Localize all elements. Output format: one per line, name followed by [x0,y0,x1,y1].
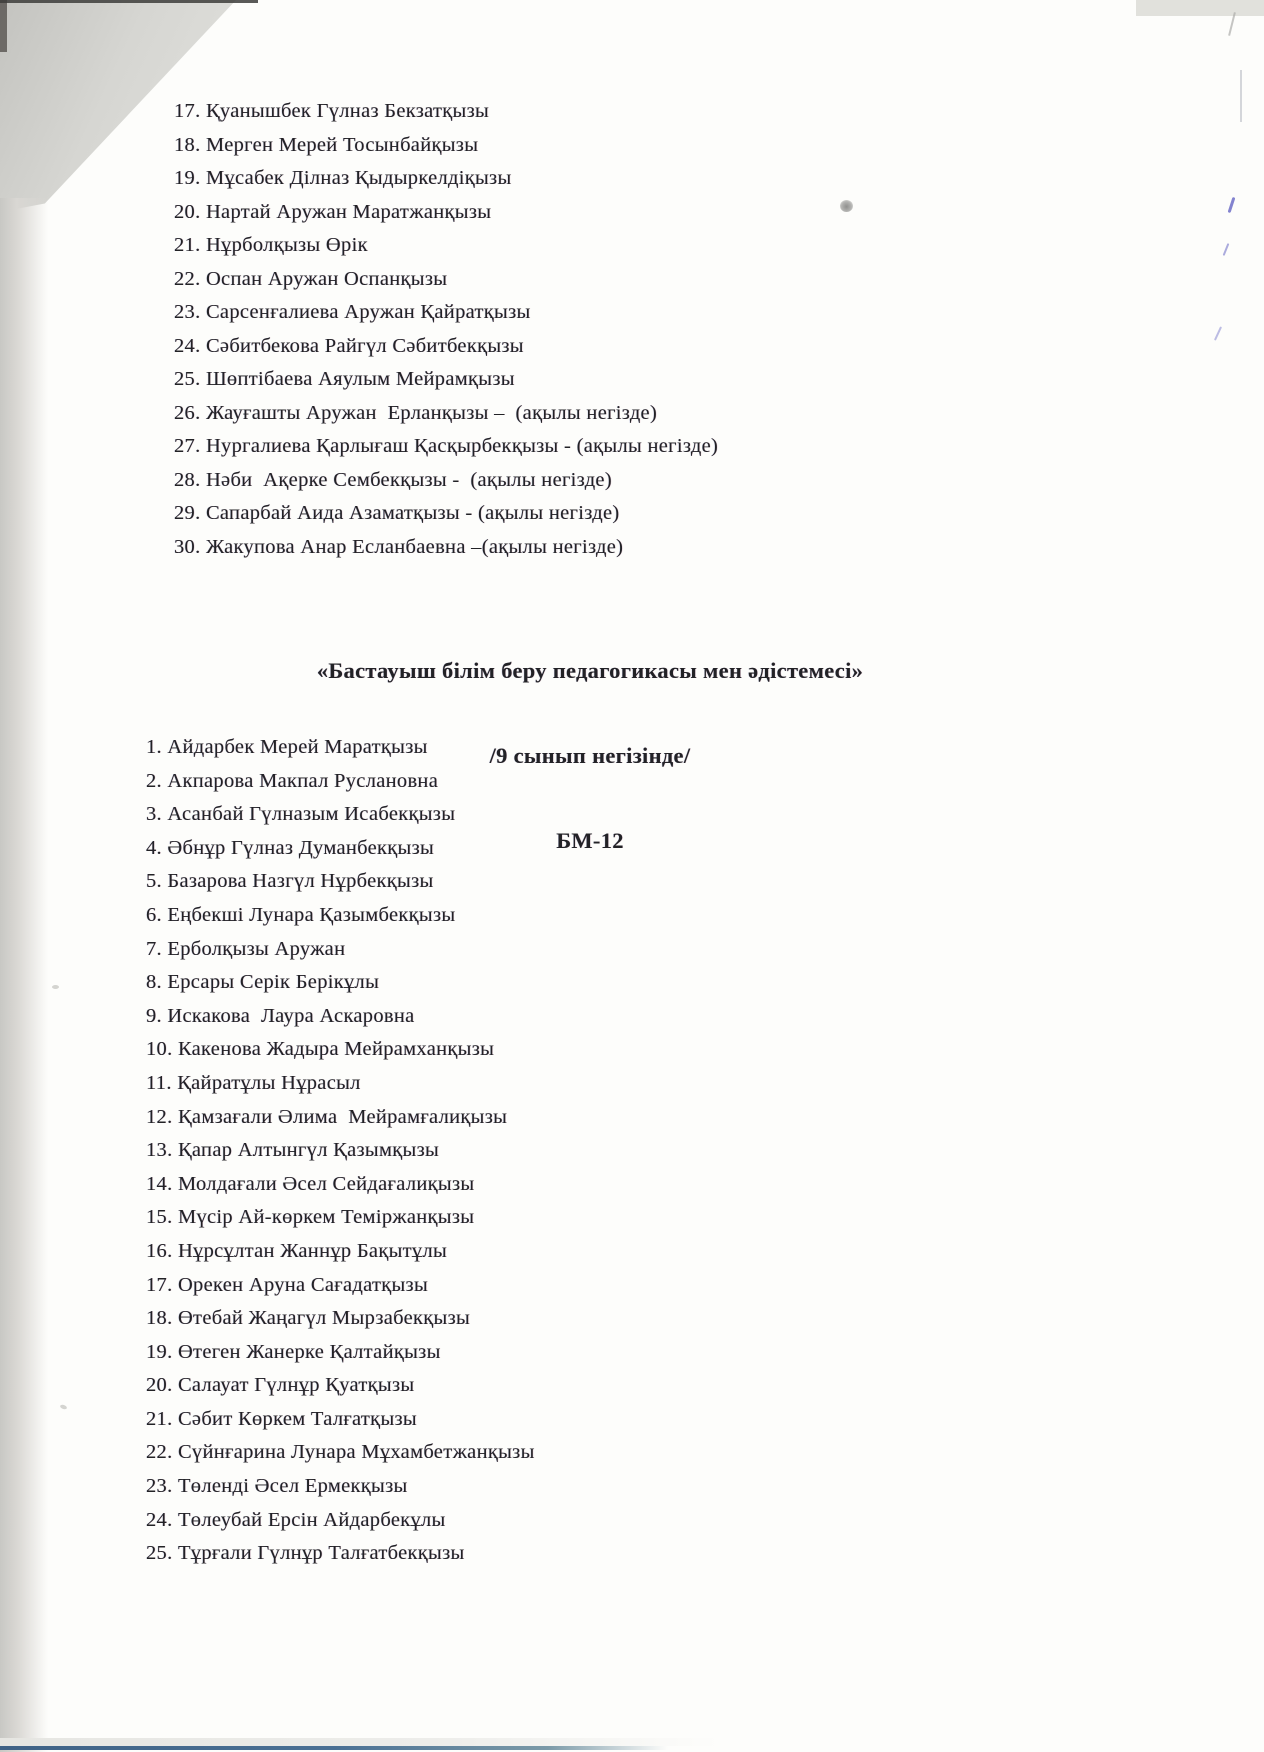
scan-corner-dark-edge [0,0,7,52]
student-list-item: 29. Сапарбай Аида Азаматқызы - (ақылы негізде) [174,502,620,524]
program-basis: /9 сынып негізінде/ [489,743,691,768]
student-list-item: 20. Нартай Аружан Маратжанқызы [174,200,492,223]
scan-left-edge-shadow [0,198,48,1752]
student-list-item: 12. Қамзағали Әлима Мейрамғалиқызы [146,1105,508,1128]
student-list-item: 1. Айдарбек Мерей Маратқызы [146,736,428,758]
pen-mark [1228,197,1236,213]
student-list-item: 2. Акпарова Макпал Руслановна [146,769,439,792]
student-list-item: 14. Молдағали Әсел Сейдағалиқызы [146,1172,475,1195]
student-list-item: 7. Ерболқызы Аружан [146,937,346,960]
student-list-item: 16. Нұрсұлтан Жаннұр Бақытұлы [146,1239,448,1262]
student-list-item: 18. Өтебай Жаңагүл Мырзабекқызы [146,1307,471,1330]
student-list-item: 28. Нәби Ақерке Сембекқызы - (ақылы негізде) [174,468,612,491]
pen-mark [1223,243,1230,256]
student-list-items-17-30 [174,95,1074,564]
scan-top-edge-line [0,0,258,3]
student-list-item: 11. Қайратұлы Нұрасыл [146,1071,361,1094]
student-list-item: 18. Мерген Мерей Тосынбайқызы [174,133,479,156]
student-list-item: 24. Төлеубай Ерсін Айдарбекұлы [146,1508,446,1531]
student-list-item: 8. Ерсары Серік Берікұлы [146,971,380,994]
paper-speck [52,985,59,989]
student-list-item: 17. Орекен Аруна Сағадатқызы [146,1273,429,1296]
program-title: «Бастауыш білім беру педагогикасы мен әдістемесі» [316,658,864,683]
student-list-item: 17. Қуанышбек Гүлназ Бекзатқызы [174,100,490,122]
student-list-item: 22. Сүйнғарина Лунара Мұхамбетжанқызы [146,1441,535,1464]
student-list-item: 23. Сарсенғалиева Аружан Қайратқызы [174,301,531,323]
student-list-item: 23. Төленді Әсел Ермекқызы [146,1475,408,1498]
student-list-item: 22. Оспан Аружан Оспанқызы [174,267,448,290]
student-list-item: 20. Салауат Гүлнұр Қуатқызы [146,1374,415,1397]
student-list-item: 13. Қапар Алтынгүл Қазымқызы [146,1139,440,1162]
student-list-item: 10. Какенова Жадыра Мейрамханқызы [146,1038,495,1061]
student-list-item: 4. Әбнұр Гүлназ Думанбекқызы [146,836,435,859]
student-list-item: 25. Тұрғали Гүлнұр Талғатбекқызы [146,1542,465,1565]
student-list-item: 24. Сәбитбекова Райгүл Сәбитбекқызы [174,334,524,357]
student-list-item: 5. Базарова Назгүл Нұрбекқызы [146,870,434,893]
student-list-item: 3. Асанбай Гүлназым Исабекқызы [146,803,456,826]
scan-right-edge-mark [1240,70,1242,122]
student-list-item: 30. Жакупова Анар Есланбаевна –(ақылы негізде) [174,535,624,558]
student-list-item: 9. Искакова Лаура Аскаровна [146,1004,415,1027]
student-list-item: 19. Өтеген Жанерке Қалтайқызы [146,1340,441,1363]
student-list-item: 26. Жауғашты Аружан Ерланқызы – (ақылы негізде) [174,401,658,424]
student-list-item: 25. Шөптібаева Аяулым Мейрамқызы [174,368,515,390]
student-list-items-1-25 [146,731,1096,1571]
paper-speck [60,1404,68,1410]
student-list-item: 15. Мүсір Ай-көркем Теміржанқызы [146,1206,475,1229]
student-list-item: 21. Нұрболқызы Өрік [174,234,368,256]
scan-bottom-blue-line [0,1746,668,1750]
scan-top-right-smudge [1136,0,1264,16]
group-code: БМ-12 [556,828,624,853]
student-list-item: 21. Сәбит Көркем Талғатқызы [146,1407,417,1430]
pen-mark [1214,326,1222,340]
student-list-item: 6. Еңбекші Лунара Қазымбекқызы [146,903,456,926]
student-list-item: 19. Мұсабек Ділназ Қыдыркелдіқызы [174,167,512,189]
student-list-item: 27. Нургалиева Қарлығаш Қасқырбекқызы - (ақылы негізде) [174,435,719,457]
scan-bottom-band [0,1738,720,1746]
